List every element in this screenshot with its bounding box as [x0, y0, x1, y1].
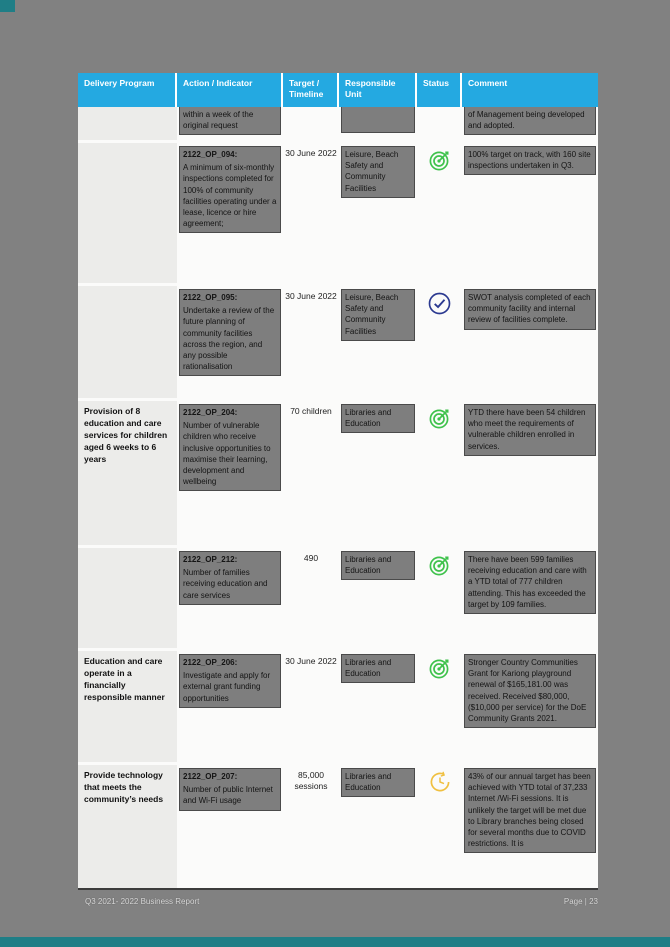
comment-text-highlight: There have been 599 families receiving education and care with a YTD total of 777 children attending. This has exceeded the target by 109 families. [464, 551, 596, 614]
comment-text-highlight: of Management being developed and adopted. [464, 107, 596, 135]
delivery-program-text: Provision of 8 education and care services for children aged 6 weeks to 6 years [78, 401, 177, 545]
on-track-bullseye-icon [428, 553, 452, 577]
action-text: Number of vulnerable children who receive inclusive opportunities to maximise their learning, development and wellbeing [183, 421, 271, 487]
on-track-bullseye-icon [428, 406, 452, 430]
table-row [78, 283, 598, 398]
table-row [78, 762, 598, 888]
teal-corner-accent [0, 0, 15, 12]
op-code: 2122_OP_212: [183, 555, 238, 564]
unit-text-highlight: Libraries and Education [341, 404, 415, 433]
unit-text-highlight: Leisure, Beach Safety and Community Facilities [341, 146, 415, 198]
action-text: Number of families receiving education and care services [183, 568, 268, 600]
on-track-bullseye-icon [428, 148, 452, 172]
action-text: Undertake a review of the future planning of community facilities across the region, and any possible rationalisation [183, 306, 275, 372]
footer-report-title: Q3 2021- 2022 Business Report [85, 897, 200, 906]
header-delivery-program: Delivery Program [78, 73, 177, 107]
header-action-indicator: Action / Indicator [177, 73, 283, 107]
on-track-bullseye-icon [428, 656, 452, 680]
target-value: 70 children [290, 406, 332, 416]
at-risk-clock-icon [428, 770, 452, 794]
unit-text-highlight: Libraries and Education [341, 654, 415, 683]
teal-bottom-bar [0, 937, 670, 947]
target-value: 30 June 2022 [285, 148, 337, 158]
target-value: 30 June 2022 [285, 656, 337, 666]
table-row [78, 398, 598, 545]
unit-text-highlight: Libraries and Education [341, 551, 415, 580]
unit-text-highlight [341, 107, 415, 133]
action-text-highlight [179, 551, 281, 605]
action-text: Number of public Internet and Wi-Fi usage [183, 785, 273, 806]
action-text-highlight [179, 404, 281, 491]
unit-text-highlight: Leisure, Beach Safety and Community Facilities [341, 289, 415, 341]
page-footer [85, 897, 598, 906]
action-text-highlight [179, 654, 281, 708]
business-report-table [78, 73, 598, 890]
comment-text-highlight: 43% of our annual target has been achieved with YTD total of 37,233 Internet /Wi-Fi sessions. It is unlikely the target will be met due to Library branches being closed for several months due to COVID restrictions. It is [464, 768, 596, 853]
delivery-program-text: Education and care operate in a financially responsible manner [78, 651, 177, 762]
comment-text-highlight: 100% target on track, with 160 site inspections undertaken in Q3. [464, 146, 596, 175]
table-row [78, 140, 598, 283]
complete-check-icon [427, 291, 452, 316]
action-text-highlight: within a week of the original request [179, 107, 281, 135]
op-code: 2122_OP_095: [183, 293, 238, 302]
table-row [78, 545, 598, 648]
op-code: 2122_OP_094: [183, 150, 238, 159]
action-text-highlight [179, 289, 281, 376]
header-responsible-unit: Responsible Unit [339, 73, 417, 107]
unit-text-highlight: Libraries and Education [341, 768, 415, 797]
comment-text-highlight: Stronger Country Communities Grant for Kariong playground renewal of $165,181.00 was received. Received $80,000, ($10,000 per service) for the DoE Community Grants 2021. [464, 654, 596, 728]
delivery-program-text: Provide technology that meets the community’s needs [78, 765, 177, 888]
op-code: 2122_OP_206: [183, 658, 238, 667]
action-text-highlight [179, 146, 281, 233]
table-header-row [78, 73, 598, 107]
target-value: 30 June 2022 [285, 291, 337, 301]
header-status: Status [417, 73, 462, 107]
table-row [78, 107, 598, 140]
action-text: A minimum of six-monthly inspections completed for 100% of community facilities operating under a lease, licence or hire agreement; [183, 163, 277, 229]
op-code: 2122_OP_204: [183, 408, 238, 417]
op-code: 2122_OP_207: [183, 772, 238, 781]
header-comment: Comment [468, 78, 508, 88]
target-value: 490 [303, 553, 319, 563]
action-text-highlight [179, 768, 281, 811]
table-row [78, 648, 598, 762]
comment-text-highlight: SWOT analysis completed of each community facility and internal review of facilities complete. [464, 289, 596, 330]
action-text: Investigate and apply for external grant funding opportunities [183, 671, 271, 703]
target-value: 85,000 sessions [294, 770, 328, 792]
header-target-timeline: Target / Timeline [283, 73, 339, 107]
comment-text-highlight: YTD there have been 54 children who meet the requirements of vulnerable children enrolled in services. [464, 404, 596, 456]
footer-page-number: Page | 23 [563, 897, 598, 906]
